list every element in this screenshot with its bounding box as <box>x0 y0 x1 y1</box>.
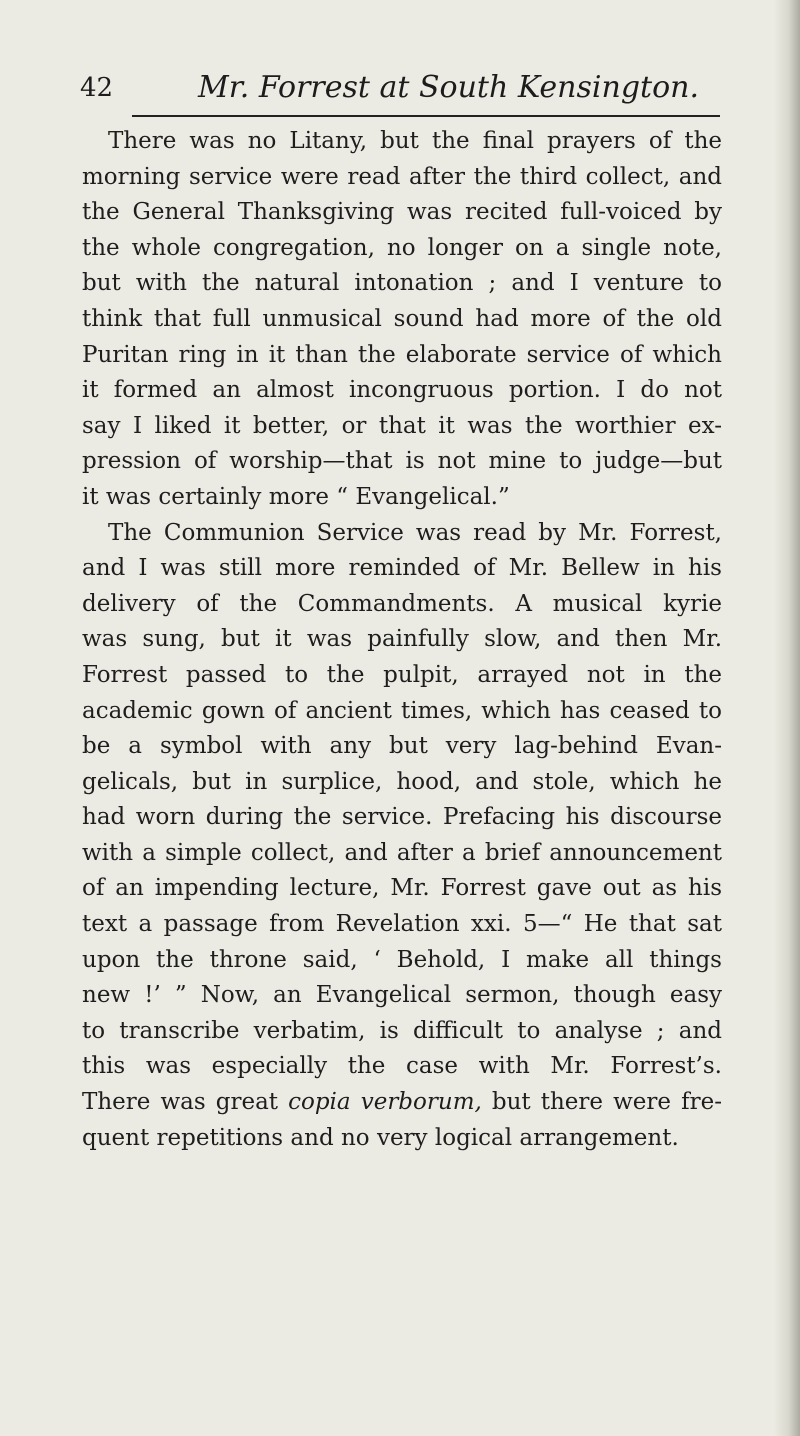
text-line: The Communion Service was read by Mr. Forrest, <box>108 519 722 546</box>
text-line: gelicals, but in surplice, hood, and stole, which he <box>82 768 722 795</box>
text-line: and I was still more reminded of Mr. Bellew in his <box>82 555 722 582</box>
text-line: text a passage from Revelation xxi. 5—“ He that sat <box>82 911 722 938</box>
text-line: There was no Litany, but the final prayers of the <box>108 128 722 154</box>
text-line: academic gown of ancient times, which has ceased to <box>82 697 722 724</box>
text-line: had worn during the service. Prefacing his discourse <box>82 804 722 831</box>
text-segment: There was great <box>82 1089 289 1116</box>
text-line: the General Thanksgiving was recited full-voiced by <box>82 199 722 226</box>
text-line: Forrest passed to the pulpit, arrayed not in the <box>82 661 722 688</box>
text-line: morning service were read after the third collect, and <box>82 163 722 190</box>
text-line: to transcribe verbatim, is difficult to analyse ; and <box>82 1017 722 1044</box>
text-line: but with the natural intonation ; and I venture to <box>82 270 722 297</box>
text-line: be a symbol with any but very lag-behind Evan- <box>82 733 722 760</box>
header-rule <box>132 115 720 117</box>
text-line: this was especially the case with Mr. Forrest’s. <box>82 1053 722 1080</box>
text-line: the whole congregation, no longer on a single note, <box>82 234 722 261</box>
text-line: pression of worship—that is not mine to judge—but <box>82 448 722 475</box>
text-line: of an impending lecture, Mr. Forrest gave out as his <box>82 875 722 902</box>
text-line: with a simple collect, and after a brief announcement <box>82 839 722 866</box>
text-line: say I liked it better, or that it was the worthier ex- <box>82 412 722 439</box>
latin-phrase: copia verborum, <box>288 1089 482 1116</box>
text-line: upon the throne said, ‘ Behold, I make all things <box>82 946 722 973</box>
text-line: quent repetitions and no very logical arrangement. <box>82 1124 679 1151</box>
text-line-mixed <box>82 1085 722 1121</box>
text-line: delivery of the Commandments. A musical kyrie <box>82 590 722 617</box>
text-line: think that full unmusical sound had more of the old <box>82 305 722 332</box>
text-segment: but there were fre- <box>481 1089 722 1116</box>
body-text <box>82 124 722 1156</box>
page-edge-shadow <box>774 0 800 1436</box>
text-line: was sung, but it was painfully slow, and then Mr. <box>82 626 722 653</box>
text-line: Puritan ring in it than the elaborate service of which <box>82 341 722 368</box>
text-line: it formed an almost incongruous portion. I do not <box>82 377 722 404</box>
page-number: 42 <box>80 73 114 103</box>
running-title: Mr. Forrest at South Kensington. <box>198 70 699 105</box>
page-header <box>80 68 720 108</box>
text-line: new !’ ” Now, an Evangelical sermon, though easy <box>82 982 722 1009</box>
text-line: it was certainly more “ Evangelical.” <box>82 483 510 510</box>
